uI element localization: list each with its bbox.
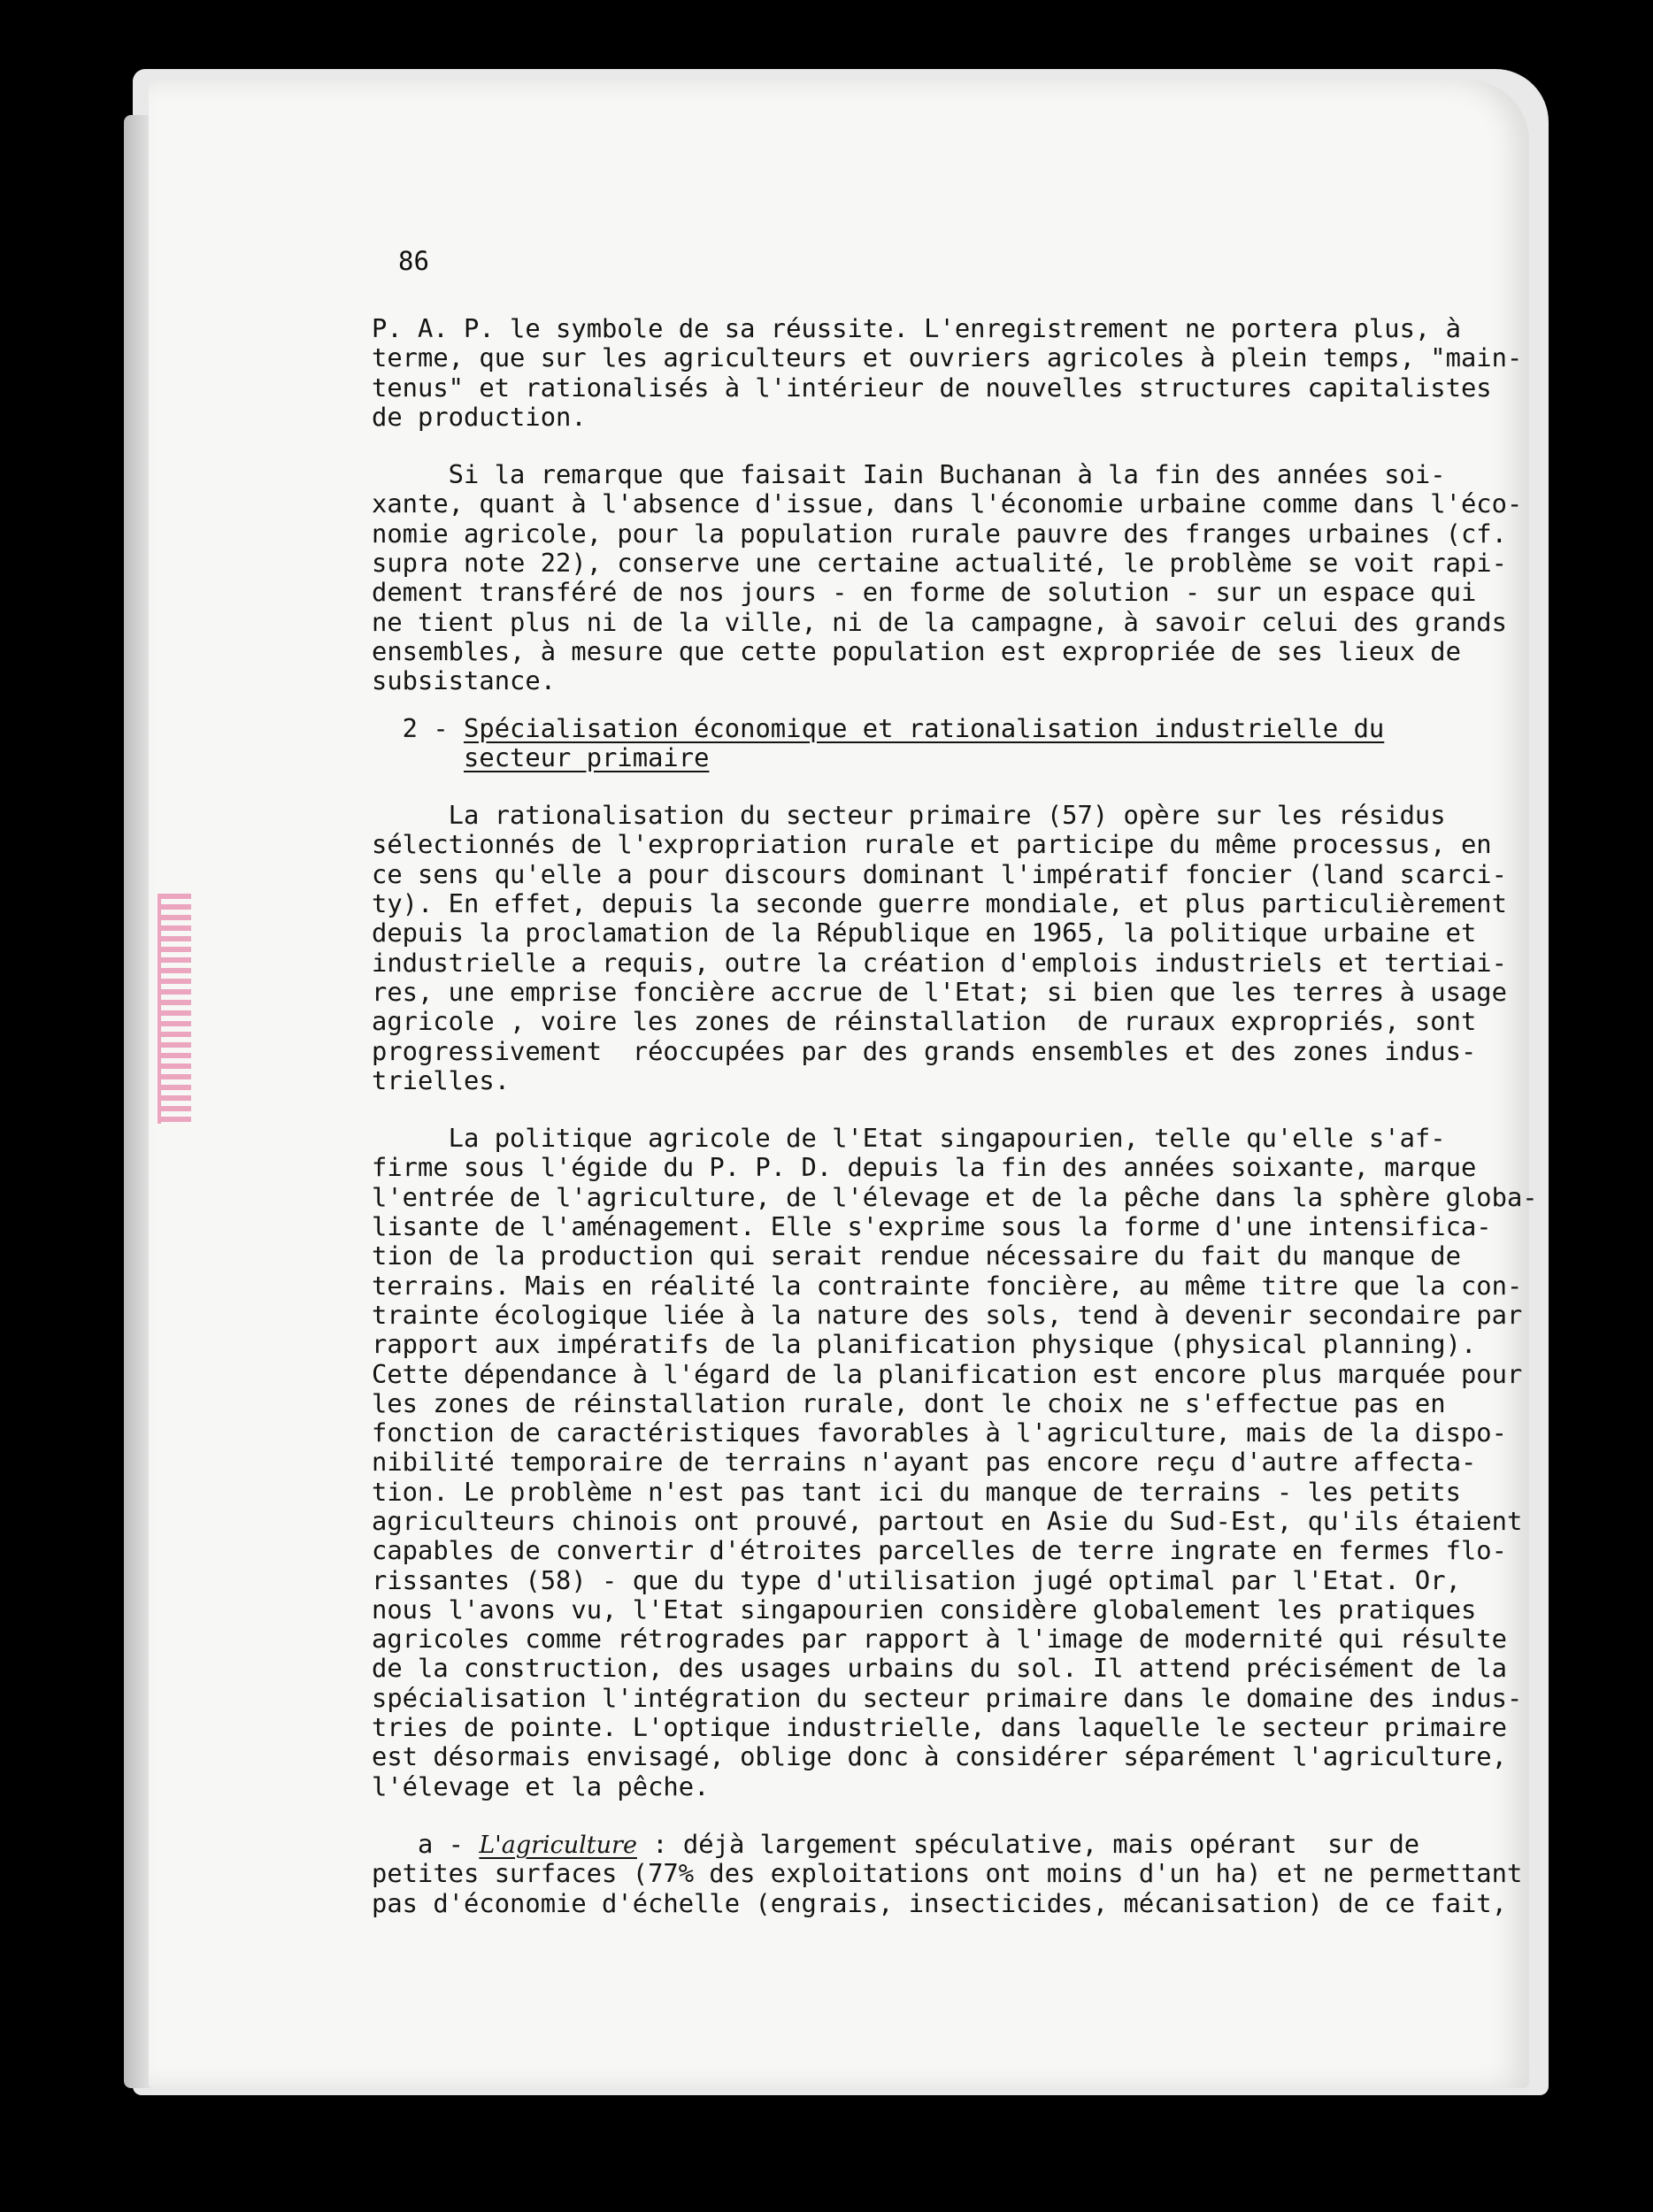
pink-library-stamp: [158, 894, 191, 1124]
body-text: [372, 313, 1538, 1918]
text-line: agricole , voire les zones de réinstallation de ruraux expropriés, sont: [372, 1006, 1477, 1037]
text-line: fonction de caractéristiques favorables à l'agriculture, mais de la dispo-: [372, 1417, 1507, 1448]
text-line: dement transféré de nos jours - en forme de solution - sur un espace qui: [372, 577, 1477, 608]
paragraph-4: [372, 1123, 1538, 1801]
text-line: Cette dépendance à l'égard de la planification est encore plus marquée pour: [372, 1358, 1523, 1389]
text-line: terme, que sur les agriculteurs et ouvriers agricoles à plein temps, "main-: [372, 342, 1523, 373]
text-line: l'entrée de l'agriculture, de l'élevage et de la pêche dans la sphère globa-: [372, 1181, 1538, 1212]
text-line: P. A. P. le symbole de sa réussite. L'enregistrement ne portera plus, à: [372, 313, 1461, 343]
section-number: 2 -: [372, 712, 465, 743]
text-line: trainte écologique liée à la nature des sols, tend à devenir secondaire par: [372, 1299, 1523, 1330]
text-line: tenus" et rationalisés à l'intérieur de nouvelles structures capitalistes: [372, 372, 1492, 403]
section-title-line-2: secteur primaire: [464, 741, 710, 772]
text-line: terrains. Mais en réalité la contrainte foncière, au même titre que la con-: [372, 1270, 1523, 1301]
text-line: firme sous l'égide du P. P. D. depuis la fin des années soixante, marque: [372, 1152, 1477, 1183]
text-line: ensembles, à mesure que cette population est expropriée de ses lieux de: [372, 635, 1461, 666]
paragraph-1: [372, 313, 1523, 432]
subsection-title: L'agriculture: [479, 1831, 637, 1859]
text-line: spécialisation l'intégration du secteur primaire dans le domaine des indus-: [372, 1682, 1523, 1713]
text-line: petites surfaces (77% des exploitations ont moins d'un ha) et ne permettant: [372, 1858, 1523, 1889]
text-line: agricoles comme rétrogrades par rapport à l'image de modernité qui résulte: [372, 1624, 1507, 1655]
text-line: nibilité temporaire de terrains n'ayant pas encore reçu d'autre affecta-: [372, 1447, 1477, 1478]
text-line: tion de la production qui serait rendue nécessaire du fait du manque de: [372, 1240, 1461, 1271]
text-line: tries de pointe. L'optique industrielle, dans laquelle le secteur primaire: [372, 1712, 1507, 1743]
text-line: ce sens qu'elle a pour discours dominant l'impératif foncier (land scarci-: [372, 858, 1507, 889]
text-line: depuis la proclamation de la République en 1965, la politique urbaine et: [372, 918, 1477, 949]
text-line: ne tient plus ni de la ville, ni de la campagne, à savoir celui des grands: [372, 606, 1507, 637]
section-title-line-1: Spécialisation économique et rationalisation industrielle du: [464, 712, 1385, 743]
text-line: progressivement réoccupées par des grands ensembles et des zones indus-: [372, 1035, 1477, 1066]
text-line: xante, quant à l'absence d'issue, dans l'économie urbaine comme dans l'éco-: [372, 488, 1523, 519]
paragraph-3: [372, 800, 1507, 1095]
text-line: nous l'avons vu, l'Etat singapourien considère globalement les pratiques: [372, 1594, 1477, 1624]
text-line: ty). En effet, depuis la seconde guerre mondiale, et plus particulièrement: [372, 888, 1507, 919]
text-line: rissantes (58) - que du type d'utilisation jugé optimal par l'Etat. Or,: [372, 1564, 1461, 1595]
subsection-prefix: a -: [372, 1828, 480, 1859]
text-line: trielles.: [372, 1064, 511, 1095]
text-line: de la construction, des usages urbains du sol. Il attend précisément de la: [372, 1653, 1507, 1684]
text-line: lisante de l'aménagement. Elle s'exprime sous la forme d'une intensifica-: [372, 1211, 1492, 1242]
page-number: 86: [398, 246, 429, 276]
text-line: supra note 22), conserve une certaine actualité, le problème se voit rapi-: [372, 548, 1507, 579]
text-line: les zones de réinstallation rurale, dont le choix ne s'effectue pas en: [372, 1387, 1446, 1418]
text-line: La rationalisation du secteur primaire (57) opère sur les résidus: [372, 800, 1446, 831]
section-heading: [372, 714, 1478, 773]
text-line: agriculteurs chinois ont prouvé, partout en Asie du Sud-Est, qu'ils étaient: [372, 1505, 1523, 1536]
text-line: sélectionnés de l'expropriation rurale et participe du même processus, en: [372, 829, 1492, 860]
subsection-agriculture: [372, 1828, 1523, 1918]
subsection-text: : déjà largement spéculative, mais opérant sur de: [636, 1828, 1420, 1859]
text-line: subsistance.: [372, 665, 557, 696]
text-line: capables de convertir d'étroites parcelles de terre ingrate en fermes flo-: [372, 1535, 1507, 1566]
text-line: de production.: [372, 401, 587, 432]
text-line: rapport aux impératifs de la planification physique (physical planning).: [372, 1329, 1477, 1360]
text-line: La politique agricole de l'Etat singapourien, telle qu'elle s'af-: [372, 1123, 1446, 1154]
text-line: l'élevage et la pêche.: [372, 1770, 710, 1801]
text-line: tion. Le problème n'est pas tant ici du manque de terrains - les petits: [372, 1476, 1461, 1507]
text-line: nomie agricole, pour la population rurale pauvre des franges urbaines (cf.: [372, 518, 1507, 549]
text-line: Si la remarque que faisait Iain Buchanan à la fin des années soi-: [372, 459, 1446, 490]
text-line: industrielle a requis, outre la création d'emplois industriels et tertiai-: [372, 947, 1507, 978]
text-line: est désormais envisagé, oblige donc à considérer séparément l'agriculture,: [372, 1741, 1507, 1772]
text-line: pas d'économie d'échelle (engrais, insecticides, mécanisation) de ce fait,: [372, 1887, 1507, 1918]
text-line: res, une emprise foncière accrue de l'Etat; si bien que les terres à usage: [372, 976, 1507, 1007]
paragraph-2: [372, 459, 1523, 696]
